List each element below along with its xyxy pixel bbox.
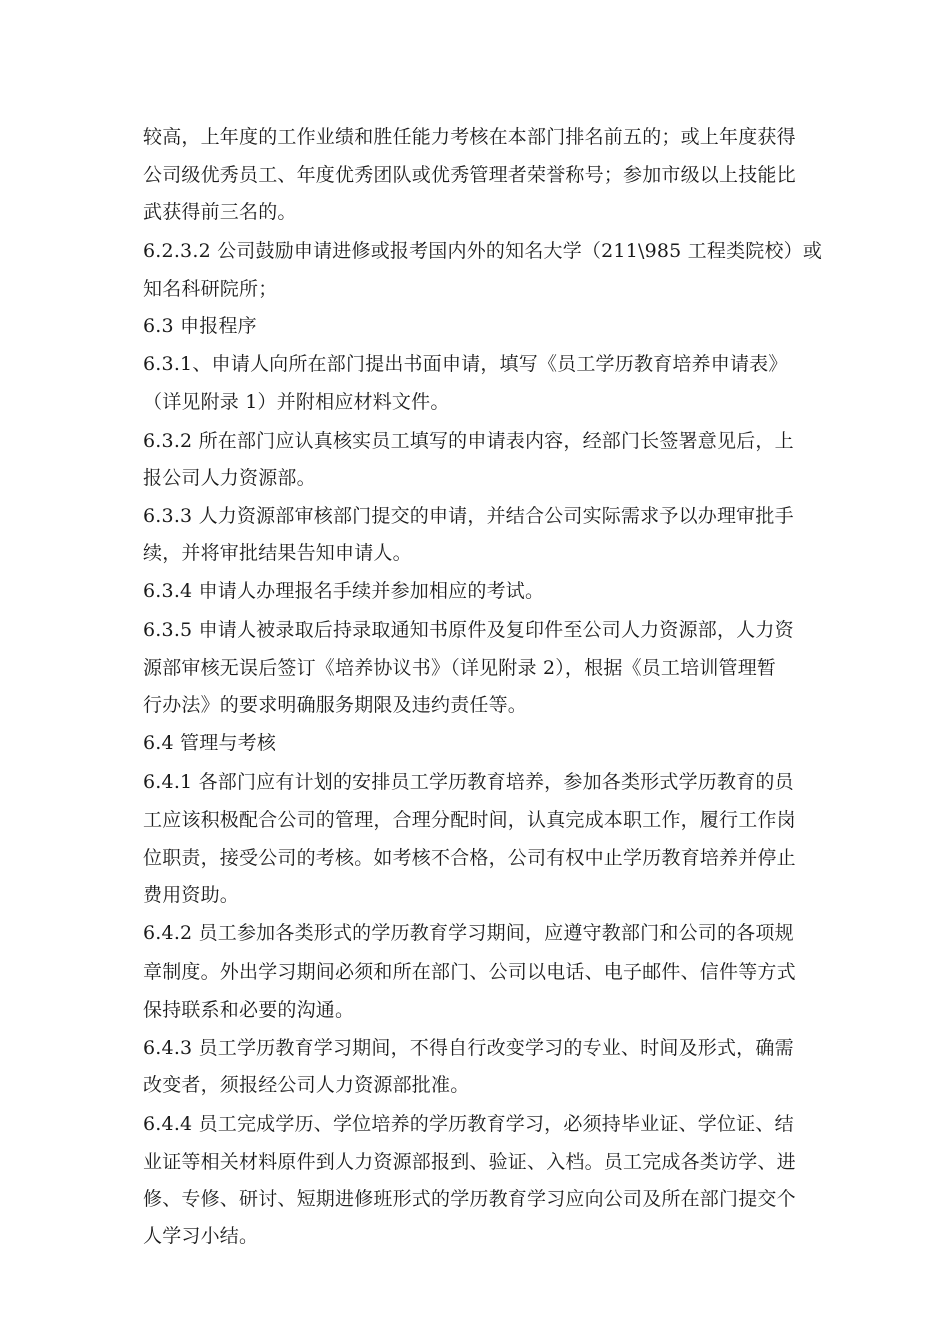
text-line: 武获得前三名的。: [143, 201, 297, 223]
text-line: 续，并将审批结果告知申请人。: [143, 542, 412, 564]
text-line: （详见附录 1）并附相应材料文件。: [143, 391, 450, 413]
text-line: 修、专修、研讨、短期进修班形式的学历教育学习应向公司及所在部门提交个: [143, 1188, 796, 1210]
text-line: 6.3.5 申请人被录取后持录取通知书原件及复印件至公司人力资源部，人力资: [143, 619, 794, 641]
section-heading: 6.3 申报程序: [143, 315, 257, 337]
text-line: 工应该积极配合公司的管理，合理分配时间，认真完成本职工作，履行工作岗: [143, 809, 796, 831]
text-line: 保持联系和必要的沟通。: [143, 999, 355, 1021]
text-line: 6.3.4 申请人办理报名手续并参加相应的考试。: [143, 580, 545, 602]
text-line: 章制度。外出学习期间必须和所在部门、公司以电话、电子邮件、信件等方式: [143, 961, 796, 983]
text-line: 源部审核无误后签订《培养协议书》（详见附录 2），根据《员工培训管理暂: [143, 657, 777, 679]
text-line: 位职责，接受公司的考核。如考核不合格，公司有权中止学历教育培养并停止: [143, 847, 796, 869]
section-heading: 6.4 管理与考核: [143, 732, 277, 754]
text-line: 费用资助。: [143, 884, 240, 906]
text-line: 6.4.4 员工完成学历、学位培养的学历教育学习，必须持毕业证、学位证、结: [143, 1113, 794, 1135]
text-line: 6.4.3 员工学历教育学习期间，不得自行改变学习的专业、时间及形式，确需: [143, 1037, 794, 1059]
text-line: 6.3.1、申请人向所在部门提出书面申请，填写《员工学历教育培养申请表》: [143, 353, 788, 375]
text-line: 6.3.2 所在部门应认真核实员工填写的申请表内容，经部门长签署意见后，上: [143, 430, 794, 452]
text-line: 6.4.1 各部门应有计划的安排员工学历教育培养，参加各类形式学历教育的员: [143, 771, 794, 793]
text-line: 6.3.3 人力资源部审核部门提交的申请，并结合公司实际需求予以办理审批手: [143, 505, 794, 527]
text-line: 公司级优秀员工、年度优秀团队或优秀管理者荣誉称号；参加市级以上技能比: [143, 164, 796, 186]
text-line: 知名科研院所；: [143, 278, 278, 300]
text-line: 人学习小结。: [143, 1225, 259, 1247]
text-line: 改变者，须报经公司人力资源部批准。: [143, 1074, 470, 1096]
text-line: 业证等相关材料原件到人力资源部报到、验证、入档。员工完成各类访学、进: [143, 1151, 796, 1173]
text-line: 6.4.2 员工参加各类形式的学历教育学习期间，应遵守教部门和公司的各项规: [143, 922, 794, 944]
text-line: 行办法》的要求明确服务期限及违约责任等。: [143, 694, 528, 716]
text-line: 6.2.3.2 公司鼓励申请进修或报考国内外的知名大学（211\985 工程类院校）或: [143, 240, 823, 262]
text-line: 报公司人力资源部。: [143, 467, 316, 489]
text-line: 较高，上年度的工作业绩和胜任能力考核在本部门排名前五的；或上年度获得: [143, 126, 796, 148]
